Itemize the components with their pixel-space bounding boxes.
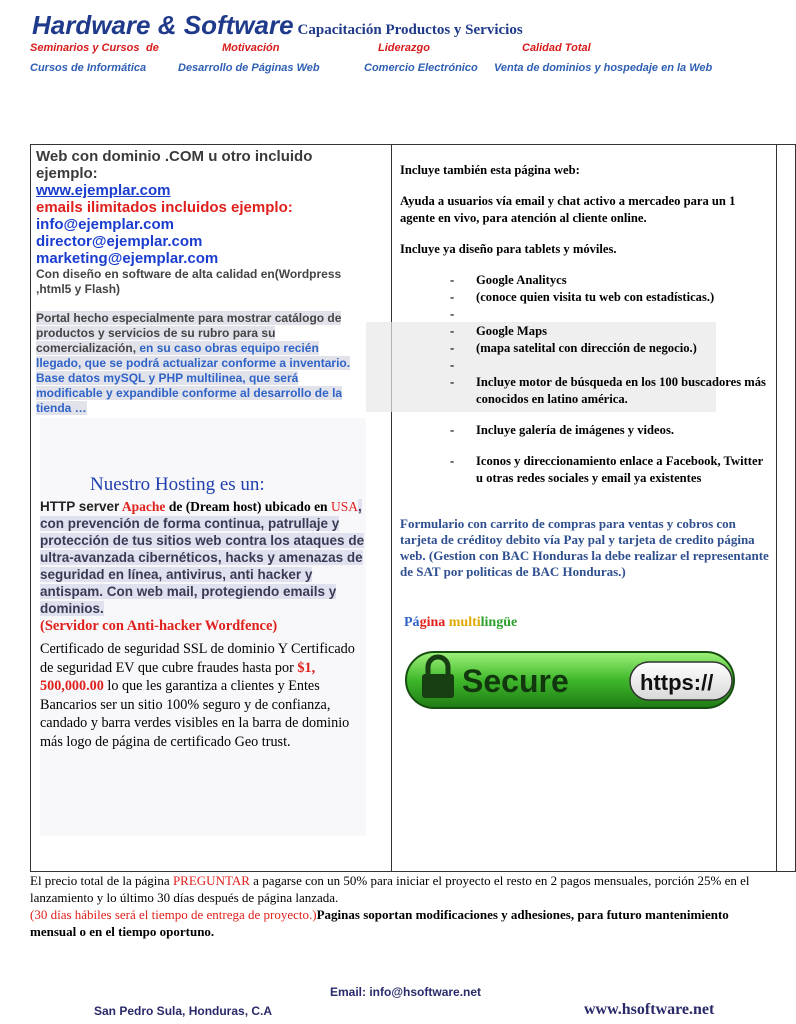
service-item: de	[146, 42, 159, 54]
domain-intro: Web con dominio .COM u otro incluido ejemplo:	[36, 148, 313, 182]
city-location: San Pedro Sula, Honduras, C.A	[94, 1004, 273, 1018]
shopping-cart-note: Formulario con carrito de compras para ventas y cobros con tarjeta de créditoy debito vía Pay pal y tarjeta de credito página web. (Gestion con BAC Honduras la debe realizar el representante de SAT por politicas de BAC Honduras.)	[400, 516, 769, 579]
delivery-line: (30 días hábiles será el tiempo de entrega de proyecto.)Paginas soportan modificaciones y adhesiones, para futuro mantenimiento mensual o en el tiempo oportuno.	[30, 907, 729, 939]
list-item: - Incluye motor de búsqueda en los 100 buscadores más conocidos en latino américa.	[450, 375, 766, 406]
brand-title: Hardware & Software	[32, 10, 294, 40]
secure-https-badge	[404, 648, 736, 712]
brand-tagline: Capacitación Productos y Servicios	[297, 22, 523, 38]
list-item: - Google Analitycs	[450, 273, 567, 287]
email-example: marketing@ejemplar.com	[36, 250, 219, 267]
list-item: - Google Maps	[450, 324, 548, 338]
service-item: Venta de dominios y hospedaje en la Web	[494, 62, 713, 74]
price-line: El precio total de la página PREGUNTAR a pagarse con un 50% para iniciar el proyecto el resto en 2 pagos mensuales, porción 25% en el lanzamiento y lo último 30 días después de página lanzada.	[30, 873, 750, 905]
left-column	[36, 148, 366, 416]
service-item: Liderazgo	[378, 42, 430, 54]
list-item: - (conoce quien visita tu web con estadísticas.)	[450, 290, 715, 304]
portal-text-a: Portal hecho especialmente para mostrar catálogo de productos y servicios de su rubro para su comercialización,	[36, 311, 342, 355]
multilingual-label: Página multilingüe	[404, 615, 518, 630]
portal-text-b: en su caso obras equipo recién llegado, que se podrá actualizar conforme a inventario. Base datos mySQL y PHP multilinea, que será modificable y expandible conforme al desarrollo de la tienda …	[36, 341, 351, 415]
hosting-title: Nuestro Hosting es un:	[90, 474, 265, 495]
list-item: -	[450, 358, 455, 372]
contact-email[interactable]: Email: info@hsoftware.net	[330, 985, 482, 999]
usa: USA	[330, 499, 358, 514]
column-divider	[391, 144, 392, 871]
website-link[interactable]: www.hsoftware.net	[584, 1001, 715, 1018]
hosting-description	[40, 498, 370, 617]
email-example: director@ejemplar.com	[36, 233, 203, 250]
ssl-amount: $1, 500,000.00	[40, 659, 316, 694]
list-item: - (mapa satelital con dirección de negocio.)	[450, 341, 697, 355]
example-site-link[interactable]: www.ejemplar.com	[36, 182, 171, 199]
design-note: Con diseño en software de alta calidad en(Wordpress ,html5 y Flash)	[36, 267, 342, 296]
ssl-description	[40, 640, 370, 751]
includes-page: Incluye también esta página web:	[400, 163, 580, 177]
service-item: Desarrollo de Páginas Web	[178, 62, 320, 74]
ssl-text-a: Certificado de seguridad SSL de dominio Y Certificado de seguridad EV que cubre fraudes hasta por	[40, 641, 355, 676]
apache: Apache	[119, 499, 166, 514]
service-item: Seminarios y Cursos	[30, 42, 140, 54]
list-item: -	[450, 307, 455, 321]
badge-https-text: https://	[640, 670, 714, 695]
pricing-footer	[30, 872, 770, 940]
email-example: info@ejemplar.com	[36, 216, 174, 233]
ssl-text-b: lo que les garantiza a clientes y Entes Bancarios ser un sitio 100% seguro y de confianza, candado y barra verdes visibles en la barra de dominio más logo de página de certificado Geo trust.	[40, 678, 350, 750]
dream-host: de (Dream host) ubicado en	[165, 499, 328, 514]
service-item: Comercio Electrónico	[364, 62, 478, 74]
badge-secure-text: Secure	[462, 663, 569, 699]
service-item: Cursos de Informática	[30, 62, 147, 74]
service-item: Motivación	[222, 42, 280, 54]
chat-support: Ayuda a usuarios vía email y chat activo a mercadeo para un 1 agente en vivo, para atención al cliente online.	[400, 194, 736, 225]
feature-list	[400, 272, 770, 487]
column-divider	[776, 144, 777, 871]
emails-title: emails ilimitados incluidos ejemplo:	[36, 199, 293, 216]
service-item: Calidad Total	[522, 42, 591, 54]
list-item: - Incluye galería de imágenes y videos.	[450, 423, 674, 437]
http-server: HTTP server	[40, 499, 120, 514]
mobile-design: Incluye ya diseño para tablets y móviles.	[400, 242, 617, 256]
brand-header	[32, 10, 523, 41]
hosting-protection: , con prevención de forma continua, patrullaje y protección de tus sitios web contra los ataques de ultra-avanzada cibernéticos, hacks y amenazas de seguridad en línea, antivirus, anti hacker y antispam. Con web mail, protegiendo emails y dominios.	[40, 499, 365, 616]
wordfence-note: (Servidor con Anti-hacker Wordfence)	[40, 618, 278, 634]
right-column	[400, 162, 770, 487]
list-item: - Iconos y direccionamiento enlace a Facebook, Twitter u otras redes sociales y email ya existentes	[450, 454, 763, 485]
portal-description	[36, 311, 366, 416]
